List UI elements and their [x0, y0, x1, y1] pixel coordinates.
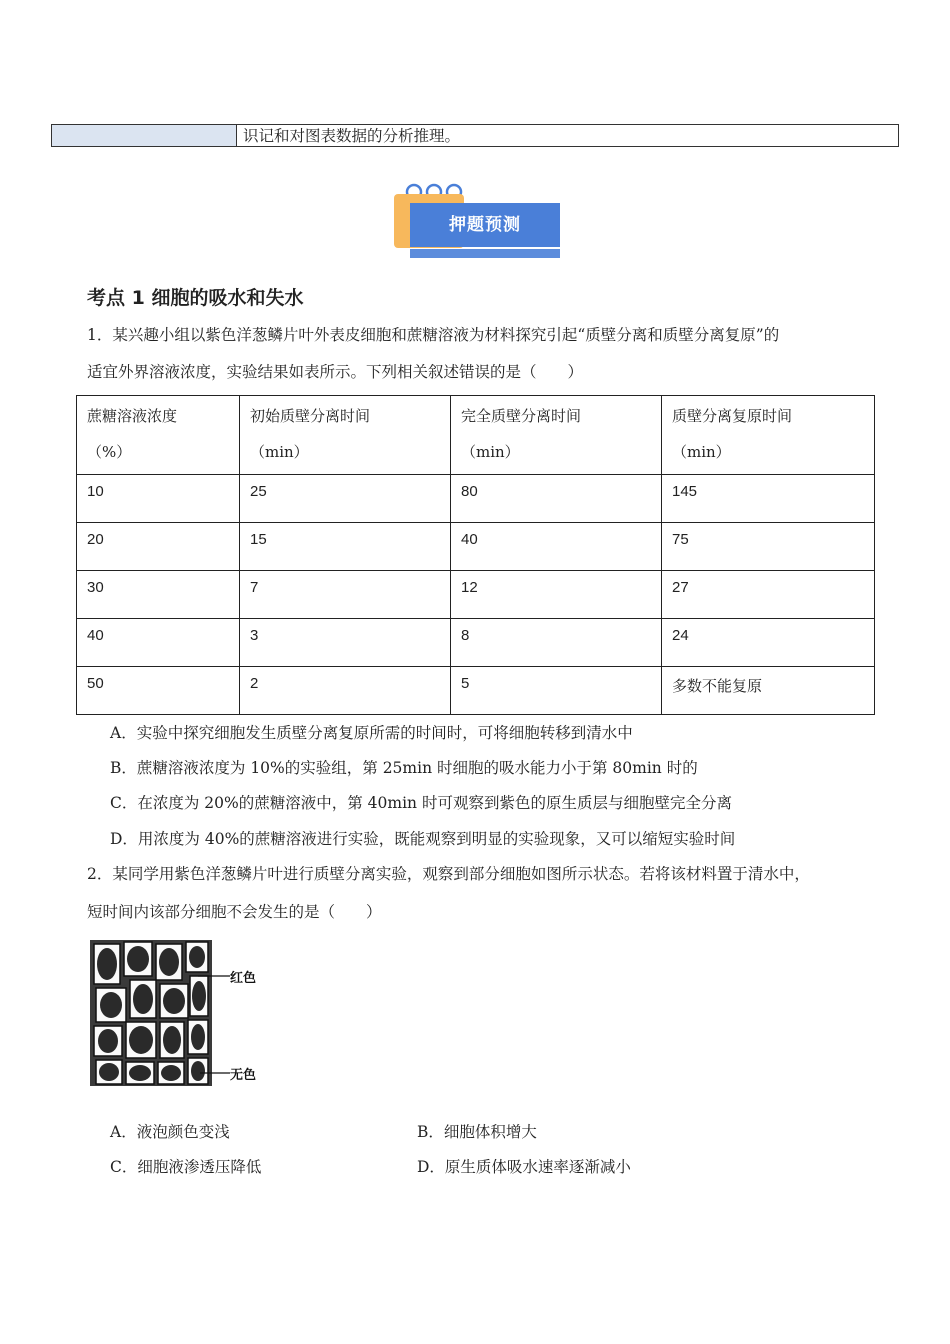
- table-cell: 2: [240, 667, 451, 715]
- table-row: [77, 667, 875, 715]
- table-cell: 8: [451, 619, 662, 667]
- table-cell: 27: [662, 571, 875, 619]
- q2-option-c: C．细胞液渗透压降低: [110, 1158, 262, 1176]
- table-cell: 10: [77, 475, 240, 523]
- q2-stem-line1: 2．某同学用紫色洋葱鳞片叶进行质壁分离实验，观察到部分细胞如图所示状态。若将该材料置于清水中，: [87, 865, 810, 883]
- table-cell: 80: [451, 475, 662, 523]
- banner-underline: [410, 249, 560, 258]
- label-red: 红色: [230, 971, 257, 986]
- q1-option-c: C．在浓度为 20%的蔗糖溶液中，第 40min 时可观察到紫色的原生质层与细胞壁完全分离: [110, 794, 732, 812]
- q1-stem-line2: 适宜外界溶液浓度，实验结果如表所示。下列相关叙述错误的是（ ）: [87, 363, 584, 381]
- banner-label: 押题预测: [410, 203, 560, 247]
- table-cell: 7: [240, 571, 451, 619]
- table-cell: 3: [240, 619, 451, 667]
- q1-stem-line1: 1．某兴趣小组以紫色洋葱鳞片叶外表皮细胞和蔗糖溶液为材料探究引起“质壁分离和质壁分离复原”的: [87, 326, 780, 344]
- q1-option-d: D．用浓度为 40%的蔗糖溶液进行实验，既能观察到明显的实验现象，又可以缩短实验时间: [110, 830, 736, 848]
- table-row: [77, 571, 875, 619]
- label-colorless: 无色: [230, 1068, 257, 1083]
- table-cell: 40: [451, 523, 662, 571]
- q2-option-b: B．细胞体积增大: [417, 1123, 537, 1141]
- table-cell: 15: [240, 523, 451, 571]
- table-cell: 多数不能复原: [662, 667, 875, 715]
- section-title: 考点 1 细胞的吸水和失水: [87, 287, 304, 309]
- table-cell: 50: [77, 667, 240, 715]
- table-header-cell: 蔗糖溶液浓度 （%）: [77, 396, 240, 475]
- table-header-cell: 初始质壁分离时间 （min）: [240, 396, 451, 475]
- table-header-row: [77, 396, 875, 475]
- table-cell: 75: [662, 523, 875, 571]
- table-cell: 40: [77, 619, 240, 667]
- table-row: [77, 523, 875, 571]
- table-header-cell: 完全质壁分离时间 （min）: [451, 396, 662, 475]
- table-cell: 25: [240, 475, 451, 523]
- table-cell: 20: [77, 523, 240, 571]
- header-table-empty-cell: [52, 125, 237, 146]
- table-cell: 12: [451, 571, 662, 619]
- q1-data-table: [76, 395, 875, 715]
- q1-option-b: B．蔗糖溶液浓度为 10%的实验组，第 25min 时细胞的吸水能力小于第 80min 时的: [110, 759, 698, 777]
- table-cell: 30: [77, 571, 240, 619]
- table-cell: 24: [662, 619, 875, 667]
- header-table-text: 识记和对图表数据的分析推理。: [243, 127, 461, 145]
- q2-option-a: A．液泡颜色变浅: [110, 1123, 230, 1141]
- table-cell: 5: [451, 667, 662, 715]
- table-row: [77, 475, 875, 523]
- micrograph-image: [90, 940, 265, 1088]
- q1-option-a: A．实验中探究细胞发生质壁分离复原所需的时间时，可将细胞转移到清水中: [110, 724, 633, 742]
- section-banner: [388, 172, 564, 262]
- table-header-cell: 质壁分离复原时间 （min）: [662, 396, 875, 475]
- header-table-row: [51, 124, 899, 147]
- table-cell: 145: [662, 475, 875, 523]
- table-row: [77, 619, 875, 667]
- onion-cell-micrograph: [90, 940, 265, 1088]
- q2-option-d: D．原生质体吸水速率逐渐减小: [417, 1158, 631, 1176]
- q2-stem-line2: 短时间内该部分细胞不会发生的是（ ）: [87, 903, 382, 921]
